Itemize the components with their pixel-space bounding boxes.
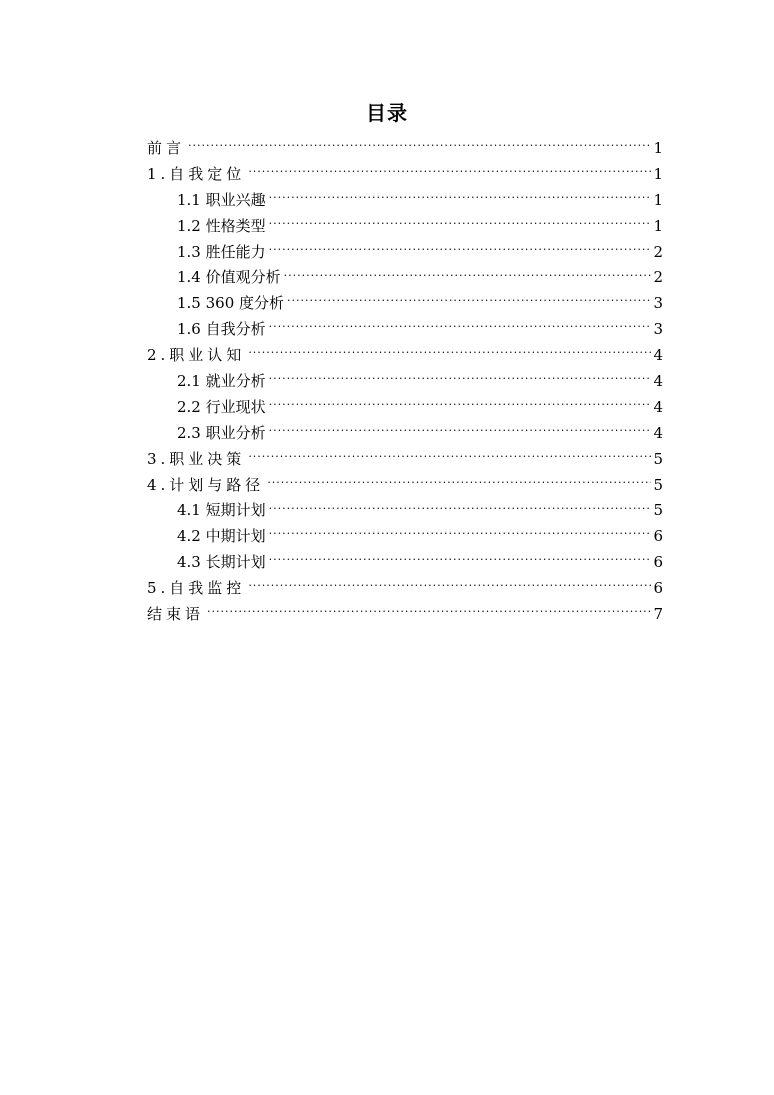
toc-entry-conclusion[interactable] bbox=[147, 602, 663, 628]
toc-entry-self-analysis[interactable] bbox=[147, 317, 663, 343]
dot-leader bbox=[248, 164, 651, 179]
toc-entry-label: 4.计划与路径 bbox=[147, 475, 265, 494]
dot-leader bbox=[269, 500, 652, 515]
toc-entry-page: 2 bbox=[653, 242, 663, 261]
toc-entry-page: 6 bbox=[653, 527, 663, 546]
toc-entry-page: 5 bbox=[653, 449, 663, 468]
dot-leader bbox=[269, 397, 652, 412]
dot-leader bbox=[248, 578, 651, 593]
toc-entry-label: 1.4 价值观分析 bbox=[177, 268, 281, 287]
toc-entry-page: 4 bbox=[653, 372, 663, 391]
dot-leader bbox=[248, 345, 651, 360]
dot-leader bbox=[269, 216, 652, 231]
toc-entry-page: 1 bbox=[653, 216, 663, 235]
toc-entry-page: 5 bbox=[653, 475, 663, 494]
dot-leader bbox=[269, 190, 652, 205]
toc-entry-long-term-plan[interactable] bbox=[147, 550, 663, 576]
dot-leader bbox=[207, 604, 651, 619]
dot-leader bbox=[269, 371, 652, 386]
toc-entry-label: 2.1 就业分析 bbox=[177, 372, 266, 391]
toc-entry-page: 4 bbox=[653, 346, 663, 365]
toc-entry-page: 1 bbox=[653, 139, 663, 157]
toc-entry-employment-analysis[interactable] bbox=[147, 369, 663, 395]
dot-leader bbox=[269, 552, 652, 567]
toc-entry-label: 结束语 bbox=[147, 605, 205, 624]
toc-entry-label: 1.5 360 度分析 bbox=[177, 294, 285, 313]
toc-entry-competency[interactable] bbox=[147, 240, 663, 266]
toc-entry-preface[interactable] bbox=[147, 136, 663, 162]
table-of-contents bbox=[147, 136, 663, 628]
toc-entry-label: 1.2 性格类型 bbox=[177, 216, 266, 235]
toc-entry-label: 2.职业认知 bbox=[147, 346, 246, 365]
dot-leader bbox=[284, 267, 652, 282]
toc-entry-page: 6 bbox=[653, 579, 663, 598]
toc-entry-short-term-plan[interactable] bbox=[147, 498, 663, 524]
toc-entry-career-decision[interactable] bbox=[147, 447, 663, 473]
toc-entry-self-monitoring[interactable] bbox=[147, 576, 663, 602]
toc-entry-page: 3 bbox=[653, 294, 663, 313]
toc-entry-page: 4 bbox=[653, 397, 663, 416]
toc-entry-career-cognition[interactable] bbox=[147, 343, 663, 369]
dot-leader bbox=[267, 475, 651, 490]
toc-entry-page: 2 bbox=[653, 268, 663, 287]
toc-entry-page: 1 bbox=[653, 164, 663, 183]
toc-entry-label: 4.1 短期计划 bbox=[177, 501, 266, 520]
toc-entry-label: 2.3 职业分析 bbox=[177, 423, 266, 442]
dot-leader bbox=[188, 138, 651, 153]
toc-entry-label: 5.自我监控 bbox=[147, 579, 246, 598]
toc-entry-label: 2.2 行业现状 bbox=[177, 397, 266, 416]
dot-leader bbox=[287, 293, 651, 308]
toc-entry-label: 4.2 中期计划 bbox=[177, 527, 266, 546]
toc-entry-label: 3.职业决策 bbox=[147, 449, 246, 468]
toc-entry-career-interest[interactable] bbox=[147, 188, 663, 214]
toc-entry-360-analysis[interactable] bbox=[147, 291, 663, 317]
toc-entry-page: 4 bbox=[653, 423, 663, 442]
toc-entry-label: 1.3 胜任能力 bbox=[177, 242, 266, 261]
toc-entry-self-positioning[interactable] bbox=[147, 162, 663, 188]
dot-leader bbox=[269, 526, 652, 541]
toc-entry-occupation-analysis[interactable] bbox=[147, 421, 663, 447]
toc-entry-plan-and-path[interactable] bbox=[147, 473, 663, 499]
toc-entry-personality-type[interactable] bbox=[147, 214, 663, 240]
toc-entry-label: 1.6 自我分析 bbox=[177, 320, 266, 339]
toc-entry-values-analysis[interactable] bbox=[147, 265, 663, 291]
toc-entry-label: 前言 bbox=[147, 139, 186, 157]
toc-entry-page: 7 bbox=[653, 605, 663, 624]
toc-entry-industry-status[interactable] bbox=[147, 395, 663, 421]
dot-leader bbox=[269, 242, 652, 257]
toc-entry-page: 6 bbox=[653, 553, 663, 572]
toc-entry-label: 4.3 长期计划 bbox=[177, 553, 266, 572]
toc-entry-label: 1.自我定位 bbox=[147, 164, 246, 183]
toc-entry-page: 5 bbox=[653, 501, 663, 520]
dot-leader bbox=[248, 449, 651, 464]
toc-entry-mid-term-plan[interactable] bbox=[147, 524, 663, 550]
toc-title: 目录 bbox=[366, 101, 408, 125]
toc-entry-page: 3 bbox=[653, 320, 663, 339]
dot-leader bbox=[269, 423, 652, 438]
toc-entry-label: 1.1 职业兴趣 bbox=[177, 190, 266, 209]
toc-entry-page: 1 bbox=[653, 190, 663, 209]
dot-leader bbox=[269, 319, 652, 334]
